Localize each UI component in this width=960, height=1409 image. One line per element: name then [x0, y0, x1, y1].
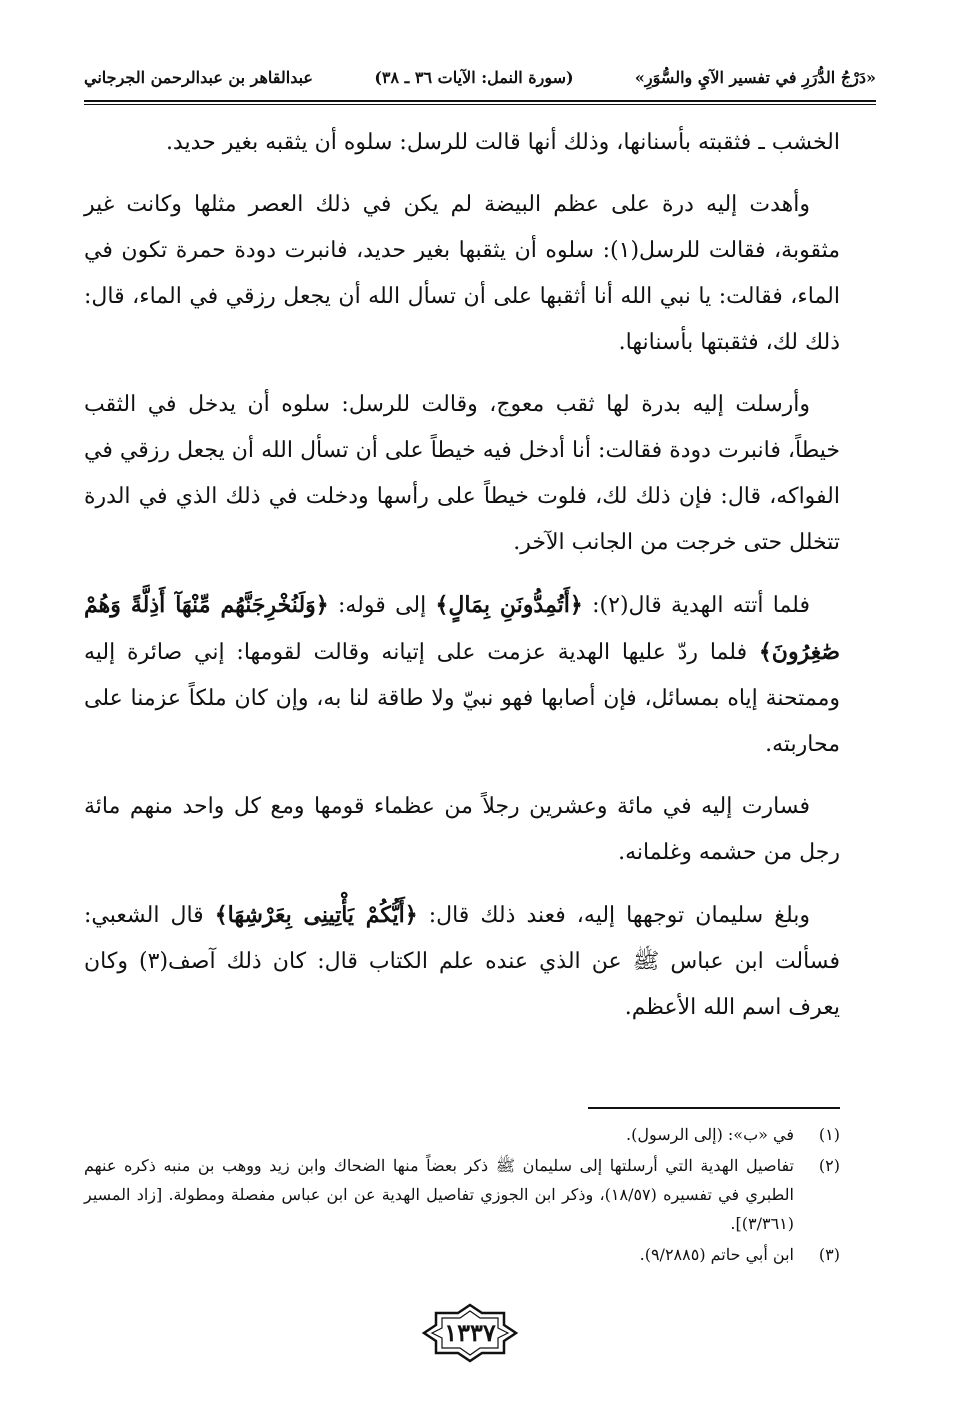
quran-verse-3: ﴿أَيُّكُمْ يَأْتِينِى بِعَرْشِهَا﴾	[214, 902, 418, 928]
paragraph-4-part-c: فلما ردّ عليها الهدية عزمت على إتيانه وقالت لقومها: إني صائرة إليه وممتحنة إياه بمسائل، فإن أصابها فهو نبيّ ولا طاقة لنا به، وإن كان ملكاً عزمنا على محاربته.	[84, 640, 840, 757]
footnote-text: ابن أبي حاتم (٩/٢٨٨٥).	[639, 1245, 794, 1264]
footnote-3	[84, 1240, 840, 1269]
paragraph-5: فسارت إليه في مائة وعشرين رجلاً من عظماء قومها ومع كل واحد منهم مائة رجل من حشمه وغلمانه.	[84, 794, 840, 865]
quran-verse-2: ﴿وَلَنُخْرِجَنَّهُم مِّنْهَآ أَذِلَّةً وَهُمْ صَٰغِرُونَ﴾	[84, 592, 840, 665]
footnote-separator	[588, 1107, 840, 1109]
paragraph-2: وأهدت إليه درة على عظم البيضة لم يكن في ذلك العصر مثلها وكانت غير مثقوبة، فقالت للرسل(١): سلوه أن يثقبها بغير حديد، فانبرت دودة حمرة تكون في الماء، فقالت: يا نبي الله أنا أثقبها على أن تسأل الله أن يجعل رزقي في الماء، قال: ذلك لك، فثقبتها بأسنانها.	[84, 192, 840, 355]
surah-info: (سورة النمل: الآيات ٣٦ ـ ٣٨)	[374, 67, 574, 87]
paragraph-6	[84, 892, 840, 1031]
footnote-text: تفاصيل الهدية التي أرسلتها إلى سليمان ﷺ ذكر بعضاً منها الضحاك وابن زيد ووهب بن منبه ذكره عنهم الطبري في تفسيره (١٨/٥٧)، وذكر ابن الجوزي تفاصيل الهدية عن ابن عباس مفصلة ومطولة. [زاد المسير (٣/٣٦١)].	[84, 1156, 794, 1233]
page-number-ornament	[420, 1303, 520, 1363]
footnote-number: (٢)	[818, 1156, 840, 1175]
paragraph-4-part-b: إلى قوله:	[328, 593, 436, 618]
footnote-text: في «ب»: (إلى الرسول).	[626, 1125, 794, 1144]
paragraph-3: وأرسلت إليه بدرة لها ثقب معوج، وقالت للرسل: سلوه أن يدخل في الثقب خيطاً، فانبرت دودة فقالت: أنا أدخل فيه خيطاً على أن تسأل الله أن يجعل رزقي في الفواكه، قال: فإن ذلك لك، فلوت خيطاً على رأسها ودخلت في ذلك الذي في الدرة تتخلل حتى خرجت من الجانب الآخر.	[84, 392, 840, 555]
footnote-2	[84, 1151, 840, 1238]
paragraph-4	[84, 582, 840, 768]
quran-verse-1: ﴿أَتُمِدُّونَنِ بِمَالٍ﴾	[435, 592, 583, 618]
paragraph-4-part-a: فلما أتته الهدية قال(٢):	[582, 593, 810, 618]
header-rule-thin	[84, 104, 876, 105]
footnote-1	[84, 1120, 840, 1149]
book-title: «دَرْجُ الدُّرَرِ في تفسير الآيِ والسُّوَرِ»	[634, 67, 876, 87]
footnotes	[84, 1120, 840, 1271]
page-number: ١٣٣٧	[444, 1318, 496, 1347]
footnote-number: (١)	[818, 1125, 840, 1144]
author-name: عبدالقاهر بن عبدالرحمن الجرجاني	[84, 67, 313, 87]
header-rule	[84, 100, 876, 102]
running-header	[84, 60, 876, 94]
paragraph-1: الخشب ـ فثقبته بأسنانها، وذلك أنها قالت للرسل: سلوه أن يثقبه بغير حديد.	[165, 130, 840, 155]
paragraph-6-part-b: قال الشعبي: فسألت ابن عباس ﷺ عن الذي عنده علم الكتاب قال: كان ذلك آصف(٣) وكان يعرف اسم الله الأعظم.	[84, 903, 840, 1020]
main-text	[84, 120, 840, 1047]
paragraph-6-part-a: وبلغ سليمان توجهها إليه، فعند ذلك قال:	[417, 903, 811, 928]
footnote-number: (٣)	[818, 1245, 840, 1264]
